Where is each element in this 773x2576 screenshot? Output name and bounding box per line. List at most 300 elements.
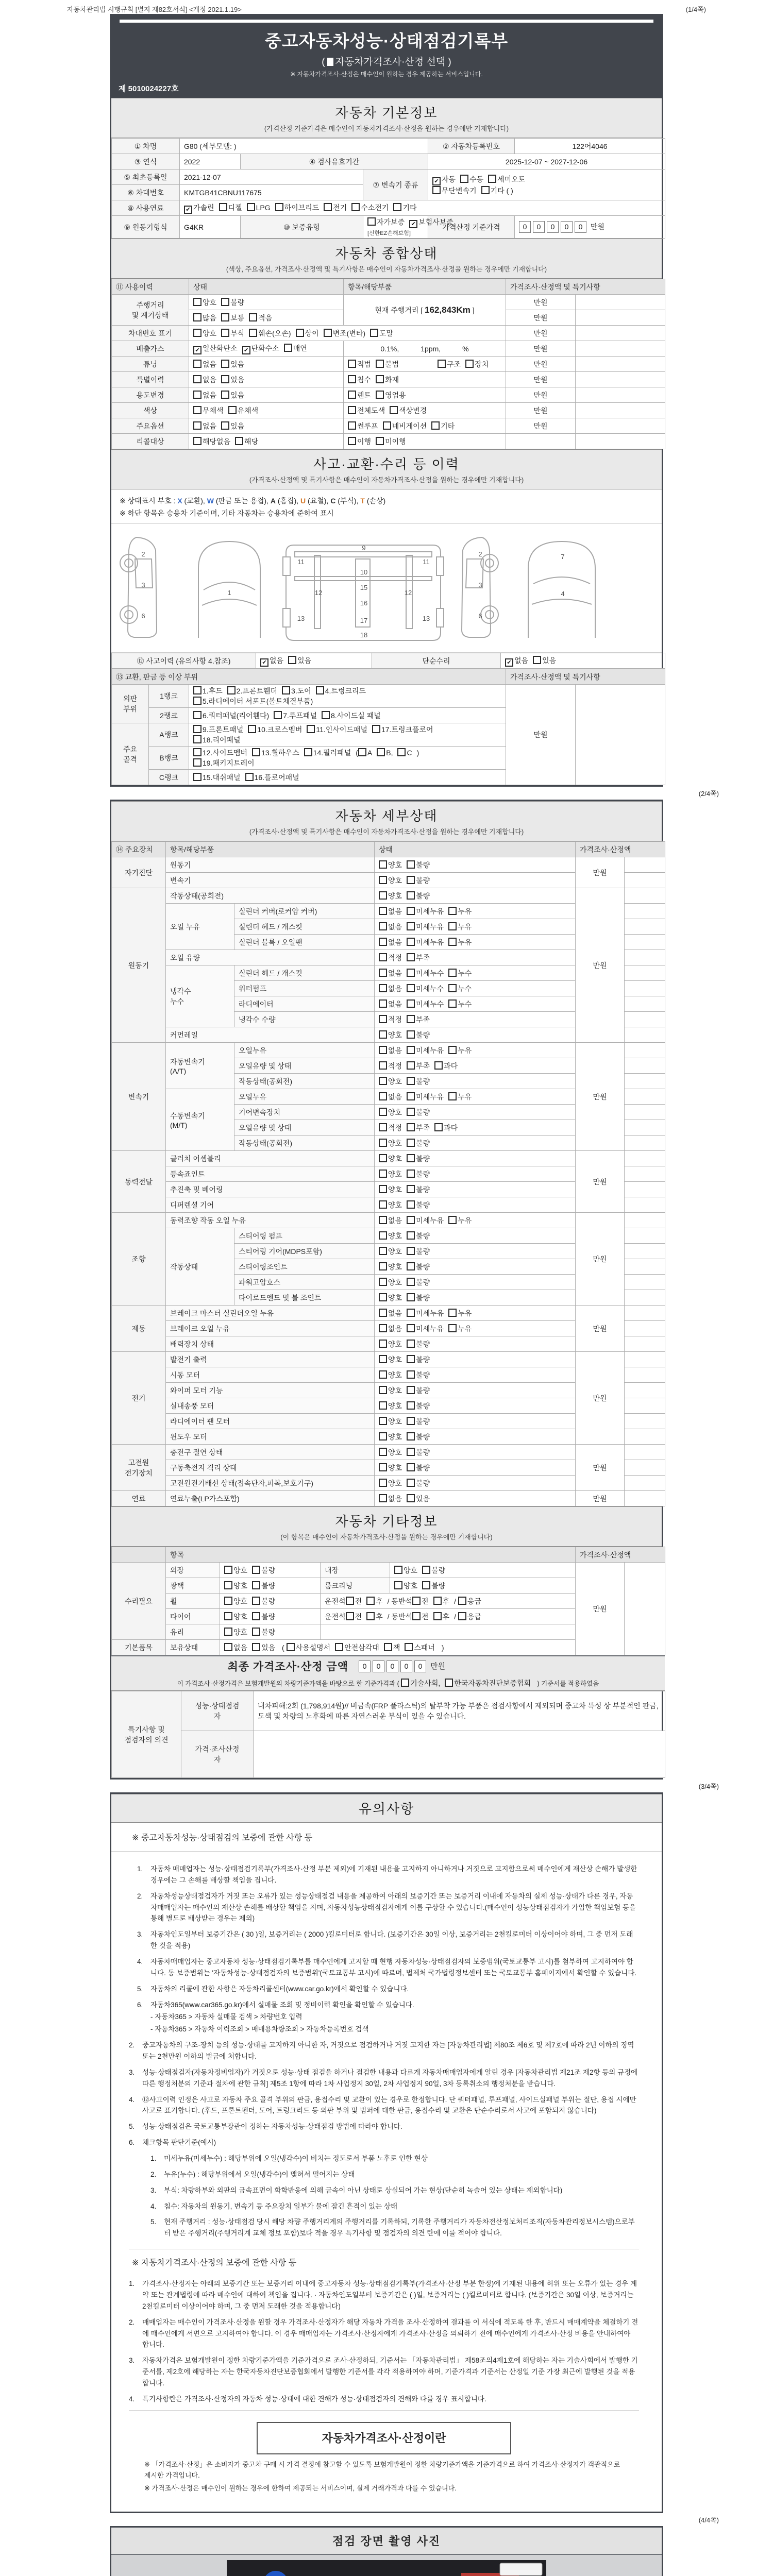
checkbox-3.도어[interactable]: 3.도어 [282,686,311,696]
checkbox-불량[interactable]: 불량 [407,1447,430,1458]
checkbox-없음[interactable]: 없음 [379,922,402,932]
checkbox-보통[interactable]: 보통 [221,313,244,323]
checkbox-적정[interactable]: 적정 [379,1014,402,1025]
checkbox-없음[interactable]: 없음 [379,1494,402,1504]
checkbox-양호[interactable]: 양호 [379,891,402,901]
cell [625,996,665,1012]
checkbox-상이[interactable]: 상이 [296,328,319,338]
checkbox-양호[interactable]: 양호 [379,1401,402,1411]
checkbox-기타[interactable]: 기타 [431,421,455,431]
checkbox-전기[interactable]: 전기 [324,202,347,213]
checkbox-누유[interactable]: 누유 [448,906,472,917]
checkbox-양호[interactable]: 양호 [193,328,216,338]
checkbox-장치[interactable]: 장치 [465,359,489,369]
form-subtitle: ( 자동차가격조사·산정 선택 ) [322,57,451,67]
cell: 배력장치 상태 [166,1336,375,1352]
state-symbol-legend: ※ 상태표시 부호 : X (교환), W (판금 또는 용접), A (흠집), U (요철), C (부식), T (손상) [120,497,386,505]
checkbox-부족[interactable]: 부족 [407,953,430,963]
etc-band [111,1506,662,1547]
checkbox-1.후드[interactable]: 1.후드 [193,686,223,696]
checkbox-불량[interactable]: 불량 [221,297,244,308]
checkbox-미세누유[interactable]: 미세누유 [407,1092,444,1102]
cell [375,1275,576,1290]
checkbox-불량[interactable]: 불량 [407,1354,430,1365]
cell: 스티어링조인트 [234,1259,375,1275]
cell: 고전원 전기장치 [112,1445,166,1491]
checkbox-양호[interactable]: 양호 [379,1432,402,1442]
checkbox-양호[interactable]: 양호 [379,860,402,870]
checkbox-수소전기[interactable]: 수소전기 [351,202,389,213]
cell: 와이퍼 모터 기능 [166,1383,375,1398]
checkbox-없음[interactable]: 없음 [379,1215,402,1226]
cell [375,1058,576,1074]
checkbox-적정[interactable]: 적정 [379,1123,402,1133]
checkbox-양호[interactable]: 양호 [379,1478,402,1488]
checkbox-전[interactable]: 전 [346,1612,362,1622]
checkbox-양호[interactable]: 양호 [379,1184,402,1195]
checkbox-9.프론트패널[interactable]: 9.프론트패널 [193,724,243,735]
cell [576,295,665,310]
header-cell: 가격조사·산정액 [576,1547,665,1563]
checkbox-썬루프[interactable]: 썬루프 [348,421,378,431]
checkbox-스패너[interactable]: 스패너 [405,1642,435,1653]
checkbox-수동[interactable]: 수동 [460,174,483,184]
notice-item: 3. 부식: 차량하부와 외판의 금속표면이 화학반응에 의해 금속이 아닌 상태로 상실되어 가는 현상(단순히 녹슬어 있는 상태는 제외합니다) [150,2186,563,2194]
checkbox-없음[interactable]: 없음 [379,999,402,1009]
cell [625,1336,665,1352]
checkbox-렌트[interactable]: 렌트 [348,390,371,400]
checkbox-4.트렁크리드[interactable]: 4.트렁크리드 [316,686,366,696]
checkbox-기타 ( )[interactable]: 기타 ( ) [481,185,513,196]
checkbox-불량[interactable]: 불량 [407,1231,430,1241]
cell [625,1321,665,1336]
cell [189,387,344,403]
checkbox-많음[interactable]: 많음 [193,313,216,323]
checkbox-미세누수[interactable]: 미세누수 [407,968,444,978]
cell [428,170,665,200]
cell [375,1476,576,1491]
notice-item: 2. 중고자동차의 구조·장치 등의 성능·상태를 고지하지 아니한 자, 거짓으로 점검하거나 거짓 고지한 자는 [자동차관리법] 제80조 제6호 및 제7호에 따라 2년 이하의 징역 또는 2천만원 이하의 벌금에 처합니다. [129,2041,634,2061]
price-cell: 만원 [506,326,576,341]
checkbox-없음[interactable]: ✔ 없음 [505,655,528,667]
notice-item: 4. 자동차매매업자는 중고자동차 성능·상태점검기록부를 매수인에게 고지할 때 현행 자동차성능·상태점검자의 보증범위(국토교통부 고시)를 첨부하여 고지하여야 합니다. 동 보증범위는 '자동차성능·상태점검자의 보증범위'(국토교통부 고시)에 따르며, 법제처 국가법령정보센터 또는 국토교통부 홈페이지에서 확인할 수 있습니다. [137,1958,637,1977]
checkbox-미세누유[interactable]: 미세누유 [407,1308,444,1318]
checkbox-전[interactable]: 전 [412,1612,429,1622]
checkbox-없음[interactable]: 없음 [193,359,216,369]
checkbox-양호[interactable]: 양호 [379,1293,402,1303]
checkbox-11.인사이드패널[interactable]: 11.인사이드패널 [307,724,367,735]
checkbox-후[interactable]: 후 [433,1612,450,1622]
checkbox-불량[interactable]: 불량 [407,860,430,870]
checkbox-불량[interactable]: 불량 [252,1565,275,1575]
digit-box: 0 [575,221,586,233]
checkbox-미세누유[interactable]: 미세누유 [407,1045,444,1056]
checkbox-양호[interactable]: 양호 [379,875,402,886]
checkbox-양호[interactable]: 양호 [379,1447,402,1458]
checkbox-색상변경[interactable]: 색상변경 [390,405,427,416]
cell: G4KR [180,216,241,239]
cell: 원동기 [166,857,375,873]
checkbox-불량[interactable]: 불량 [252,1596,275,1606]
checkbox-적정[interactable]: 적정 [379,953,402,963]
cell [375,904,576,919]
checkbox-불량[interactable]: 불량 [252,1627,275,1637]
cell: 작동상태(공회전) [234,1074,375,1089]
checkbox-있음[interactable]: 있음 [221,375,244,385]
label-cell: ④ 검사유효기간 [241,154,428,170]
checkbox-양호[interactable]: 양호 [379,1154,402,1164]
checkbox-양호[interactable]: 양호 [379,1354,402,1365]
checkbox-응급[interactable]: 응급 [458,1596,481,1606]
checkbox-미세누수[interactable]: 미세누수 [407,984,444,994]
checkbox-부족[interactable]: 부족 [407,1061,430,1071]
cell [625,1414,665,1429]
svg-text:4: 4 [561,590,565,598]
checkbox-17.트렁크플로어[interactable]: 17.트렁크플로어 [372,724,433,735]
checkbox-부족[interactable]: 부족 [407,1014,430,1025]
detail-title: 자동차 세부상태 [335,808,438,824]
cell: 작동상태(공회전) [234,1136,375,1151]
checkbox-A[interactable]: A [358,748,372,757]
checkbox-양호[interactable]: 양호 [379,1416,402,1427]
checkbox-미세누유[interactable]: 미세누유 [407,1324,444,1334]
checkbox-13.휠하우스[interactable]: 13.휠하우스 [252,748,299,758]
checkbox-하이브리드[interactable]: 하이브리드 [275,202,320,213]
checkbox-있음[interactable]: 있음 [221,390,244,400]
cell: 타이로드엔드 및 볼 조인트 [234,1290,375,1306]
checkbox-있음[interactable]: 있음 [407,1494,430,1504]
checkbox-후[interactable]: 후 [433,1596,450,1606]
checkbox-불량[interactable]: 불량 [407,1401,430,1411]
checkbox-영업용[interactable]: 영업용 [376,390,406,400]
checkbox-후[interactable]: 후 [366,1596,383,1606]
checkbox-양호[interactable]: 양호 [394,1581,417,1591]
cell: 작동상태 [166,1228,234,1306]
checkbox-19.패키지트레이[interactable]: 19.패키지트레이 [193,758,255,768]
checkbox-불량[interactable]: 불량 [407,1030,430,1040]
checkbox-불량[interactable]: 불량 [252,1612,275,1622]
checkbox-16.플로어패널[interactable]: 16.플로어패널 [245,772,299,783]
checkbox-해당[interactable]: 해당 [235,436,258,447]
checkbox-해당없음[interactable]: 해당없음 [193,436,230,447]
price-cell: 만원 [506,403,576,418]
checkbox-불법[interactable]: 불법 [376,359,399,369]
checkbox-양호[interactable]: 양호 [379,1370,402,1380]
checkbox-7.루프패널[interactable]: 7.루프패널 [274,710,317,721]
checkbox-누유[interactable]: 누유 [448,922,472,932]
checkbox-불량[interactable]: 불량 [422,1581,445,1591]
notice-item: 3. 자동차가격은 보험개발원이 정한 차량기준가액을 기준가격으로 조사·산정하되, 기준서는 「자동차관리법」 제58조의4제1호에 해당하는 자는 기술사회에서 발행한 기준서를, 제2호에 해당하는 자는 한국자동차진단보증협회에서 발행한 기준서를 각각 적용하여야 하며, 기준가격과 기준서는 산정일 기준 가장 최근에 발행된 것을 적용합니다. [129,2357,638,2387]
checkbox-불량[interactable]: 불량 [407,1154,430,1164]
checkbox-누유[interactable]: 누유 [448,937,472,947]
checkbox-양호[interactable]: 양호 [379,1200,402,1210]
checkbox-양호[interactable]: 양호 [379,1385,402,1396]
checkbox-있음[interactable]: 있음 [221,421,244,431]
form-note: ※ 자동차가격조사·산정은 매수인이 원하는 경우 제공하는 서비스입니다. [290,71,483,78]
notice-item: 5. 자동차의 리콜에 관한 사항은 자동차리콜센터(www.car.go.kr)에서 확인할 수 있습니다. [137,1985,409,1993]
checkbox-전[interactable]: 전 [412,1596,429,1606]
checkbox-누유[interactable]: 누유 [448,1215,472,1226]
checkbox-12.사이드멤버[interactable]: 12.사이드멤버 [193,748,247,758]
checkbox-양호[interactable]: 양호 [224,1627,247,1637]
checkbox-양호[interactable]: 양호 [379,1246,402,1257]
label-cell: 주요옵션 [112,418,189,434]
checkbox-없음[interactable]: 없음 [193,390,216,400]
checkbox-세미오토[interactable]: 세미오토 [488,174,525,184]
cell [375,1012,576,1027]
cell: 현재 주행거리 [ 162,843Km ] [344,295,506,326]
checkbox-6.쿼터패널(리어휀다)[interactable]: 6.쿼터패널(리어휀다) [193,710,269,721]
checkbox-적음[interactable]: 적음 [249,313,272,323]
checkbox-없음[interactable]: 없음 [379,1045,402,1056]
checkbox-적법[interactable]: 적법 [348,359,371,369]
checkbox-양호[interactable]: 양호 [379,1463,402,1473]
cell: 변속기 [112,1043,166,1151]
overall-title: 자동차 종합상태 [335,246,438,261]
checkbox-불량[interactable]: 불량 [407,875,430,886]
checkbox-미세누유[interactable]: 미세누유 [407,937,444,947]
checkbox-자동[interactable]: ✔ 자동 [432,174,456,185]
checkbox-기술사회,[interactable]: 기술사회, [401,1678,440,1688]
checkbox-보험사보증[interactable]: ✔ 보험사보증 [409,217,453,228]
cell: 디퍼렌셜 기어 [166,1197,375,1213]
checkbox-화재[interactable]: 화재 [376,375,399,385]
checkbox-2.프론트휀더[interactable]: 2.프론트휀더 [227,686,277,696]
checkbox-없음[interactable]: 없음 [379,937,402,947]
form-reference-line [67,0,706,14]
cell: 기본품목 [112,1640,166,1655]
checkbox-전체도색[interactable]: 전체도색 [348,405,385,416]
checkbox-잭[interactable]: 잭 [384,1642,400,1653]
label-cell: ⑩ 보증유형 [241,216,363,239]
checkbox-불량[interactable]: 불량 [407,1293,430,1303]
cell [576,341,665,357]
checkbox-C[interactable]: C [397,748,412,757]
checkbox-없음[interactable]: 없음 [379,906,402,917]
checkbox-미세누유[interactable]: 미세누유 [407,922,444,932]
cell [220,1609,321,1624]
overall-status-table [111,279,662,449]
checkbox-안전삼각대[interactable]: 안전삼각대 [335,1642,379,1653]
label-cell: 가격산정 기준가격 [428,216,515,239]
checkbox-양호[interactable]: 양호 [394,1565,417,1575]
cell [625,965,665,981]
checkbox-한국자동차진단보증협회[interactable]: 한국자동차진단보증협회 [445,1678,531,1688]
legend-letter-A: A [270,497,276,505]
svg-text:1: 1 [227,589,231,597]
accident-note2: ※ 하단 항목은 승용차 기준이며, 기타 자동차는 승용차에 준하여 표시 [120,509,334,517]
checkbox-구조[interactable]: 구조 [438,359,461,369]
page-marker-1: (1/4쪽) [685,6,706,13]
checkbox-사용설명서[interactable]: 사용설명서 [287,1642,331,1653]
checkbox-디젤[interactable]: 디젤 [219,202,242,213]
checkbox-양호[interactable]: 양호 [379,1169,402,1179]
checkbox-누유[interactable]: 누유 [448,1308,472,1318]
checkbox-불량[interactable]: 불량 [407,891,430,901]
checkbox-적정[interactable]: 적정 [379,1061,402,1071]
cell [375,950,576,965]
checkbox-LPG[interactable]: LPG [247,203,271,212]
checkbox-변조(변타)[interactable]: 변조(변타) [324,328,365,338]
checkbox-양호[interactable]: 양호 [379,1231,402,1241]
checkbox-훼손(오손)[interactable]: 훼손(오손) [249,328,291,338]
price-cell: 만원 [576,1043,625,1151]
cell [375,1244,576,1259]
checkbox-불량[interactable]: 불량 [422,1565,445,1575]
checkbox-있음[interactable]: 있음 [288,655,311,666]
checkbox-없음[interactable]: 없음 [379,1308,402,1318]
svg-text:3: 3 [141,581,145,589]
cell [625,1228,665,1244]
checkbox-불량[interactable]: 불량 [407,1370,430,1380]
checkbox-불량[interactable]: 불량 [407,1246,430,1257]
checkbox-불량[interactable]: 불량 [407,1076,430,1087]
checkbox-과다[interactable]: 과다 [434,1061,458,1071]
basic-info-table [111,138,662,239]
checkbox-일산화탄소[interactable]: ✔ 일산화탄소 [193,343,238,354]
checkbox-불량[interactable]: 불량 [407,1107,430,1117]
checkbox-응급[interactable]: 응급 [458,1612,481,1622]
price-cell: 만원 [506,357,576,372]
page-marker-2: (2/4쪽) [698,790,719,798]
digit-box: 0 [414,1660,426,1672]
checkbox-불량[interactable]: 불량 [407,1432,430,1442]
checkbox-불량[interactable]: 불량 [407,1184,430,1195]
label-cell: 특기사항 및 점검자의 의견 [112,1691,181,1778]
checkbox-불량[interactable]: 불량 [407,1262,430,1272]
checkbox-불량[interactable]: 불량 [407,1200,430,1210]
checkbox-과다[interactable]: 과다 [434,1123,458,1133]
checkbox-불량[interactable]: 불량 [407,1478,430,1488]
checkbox-불량[interactable]: 불량 [407,1339,430,1349]
checkbox-없음[interactable]: ✔ 없음 [260,655,283,667]
header-cell [112,1547,166,1563]
checkbox-후[interactable]: 후 [366,1612,383,1622]
checkbox-있음[interactable]: 있음 [533,655,556,666]
etc-subtitle: (이 항목은 매수인이 자동차가격조사·산정을 원하는 경우에만 기재합니다) [280,1533,493,1541]
cell [625,1105,665,1120]
cell [189,310,344,326]
checkbox-없음[interactable]: 없음 [379,984,402,994]
cell [375,1398,576,1414]
notices-band [111,1794,662,1823]
label-cell: ⑨ 원동기형식 [112,216,180,239]
checkbox-없음[interactable]: 없음 [193,421,216,431]
svg-text:7: 7 [561,553,565,561]
cell: 자가보증 ✔ 보험사보증[신한EZ손해보험] [363,216,428,239]
checkbox-누수[interactable]: 누수 [448,999,472,1009]
checkbox-양호[interactable]: 양호 [379,1076,402,1087]
digit-box: 0 [373,1660,384,1672]
cell [625,1151,665,1166]
checkbox-양호[interactable]: 양호 [193,297,216,308]
checkbox-미이행[interactable]: 미이행 [376,436,406,447]
checkbox-유채색[interactable]: 유채색 [228,405,259,416]
cell [625,1476,665,1491]
checkbox-없음[interactable]: 없음 [224,1642,247,1653]
checkbox-누유[interactable]: 누유 [448,1324,472,1334]
checkbox-양호[interactable]: 양호 [379,1262,402,1272]
checkbox-불량[interactable]: 불량 [407,1138,430,1148]
checkbox-양호[interactable]: 양호 [379,1138,402,1148]
checkbox-미세누유[interactable]: 미세누유 [407,1215,444,1226]
checkbox-미세누수[interactable]: 미세누수 [407,999,444,1009]
checkbox-가솔린[interactable]: ✔ 가솔린 [184,202,214,214]
checkbox-전[interactable]: 전 [346,1596,362,1606]
checkbox-15.대쉬패널[interactable]: 15.대쉬패널 [193,772,241,783]
cell [625,1275,665,1290]
checkbox-이행[interactable]: 이행 [348,436,371,447]
checkbox-14.필러패널[interactable]: 14.필러패널 [304,748,351,758]
checkbox-네비게이션[interactable]: 네비게이션 [383,421,427,431]
checkbox-있음[interactable]: 있음 [221,359,244,369]
checkbox-누유[interactable]: 누유 [448,1092,472,1102]
cell [576,387,665,403]
checkbox-양호[interactable]: 양호 [224,1565,247,1575]
checkbox-양호[interactable]: 양호 [379,1030,402,1040]
checkbox-18.리어패널[interactable]: 18.리어패널 [193,735,241,745]
svg-text:2: 2 [141,550,145,558]
checkbox-B,[interactable]: B, [377,748,393,757]
checkbox-있음[interactable]: 있음 [252,1642,275,1653]
checkbox-양호[interactable]: 양호 [224,1596,247,1606]
svg-text:10: 10 [360,568,368,576]
checkbox-불량[interactable]: 불량 [407,1277,430,1287]
checkbox-불량[interactable]: 불량 [407,1385,430,1396]
checkbox-침수[interactable]: 침수 [348,375,371,385]
checkbox-매연[interactable]: 매연 [284,343,307,353]
checkbox-도말[interactable]: 도말 [370,328,393,338]
checkbox-자가보증[interactable]: 자가보증 [367,217,405,227]
document-number: 제 5010024227호 [119,84,179,93]
detail-status-table [111,841,662,1506]
checkbox-양호[interactable]: 양호 [224,1581,247,1591]
cell: 실린더 블록 / 오일팬 [234,935,375,950]
checkbox-양호[interactable]: 양호 [379,1107,402,1117]
cell [375,873,576,888]
notice-item: 4. 침수: 자동차의 원동기, 변속기 등 주요장치 일부가 물에 잠긴 흔적이 있는 상태 [150,2202,398,2210]
checkbox-불량[interactable]: 불량 [252,1581,275,1591]
checkbox-없음[interactable]: 없음 [379,1324,402,1334]
checkbox-미세누유[interactable]: 미세누유 [407,906,444,917]
price-appraisal-definition-box: 자동차가격조사·산정이란 [257,2422,511,2455]
checkbox-부식[interactable]: 부식 [221,328,244,338]
checkbox-5.라디에이터 서포트(볼트체결부품)[interactable]: 5.라디에이터 서포트(볼트체결부품) [193,696,313,706]
checkbox-양호[interactable]: 양호 [379,1277,402,1287]
checkbox-누유[interactable]: 누유 [448,1045,472,1056]
checkbox-무채색[interactable]: 무채색 [193,405,224,416]
checkbox-탄화수소[interactable]: ✔ 탄화수소 [242,343,279,354]
checkbox-불량[interactable]: 불량 [407,1416,430,1427]
checkbox-무단변속기[interactable]: 무단변속기 [432,185,477,196]
checkbox-불량[interactable]: 불량 [407,1169,430,1179]
checkbox-8.사이드실 패널[interactable]: 8.사이드실 패널 [322,710,381,721]
legend-letter-C: C [330,497,336,505]
overall-subtitle: (색상, 주요옵션, 가격조사·산정액 및 특기사항은 매수인이 자동차가격조사·산정을 원하는 경우에만 기재합니다) [226,265,547,273]
checkbox-누수[interactable]: 누수 [448,968,472,978]
checkbox-양호[interactable]: 양호 [379,1339,402,1349]
checkbox-부족[interactable]: 부족 [407,1123,430,1133]
checkbox-양호[interactable]: 양호 [224,1612,247,1622]
checkbox-10.크로스멤버[interactable]: 10.크로스멤버 [248,724,302,735]
checkbox-누수[interactable]: 누수 [448,984,472,994]
checkbox-기타[interactable]: 기타 [393,202,416,213]
cell: 동력전달 [112,1151,166,1213]
checkbox-없음[interactable]: 없음 [379,968,402,978]
checkbox-없음[interactable]: 없음 [379,1092,402,1102]
checkbox-불량[interactable]: 불량 [407,1463,430,1473]
checkbox-없음[interactable]: 없음 [193,375,216,385]
